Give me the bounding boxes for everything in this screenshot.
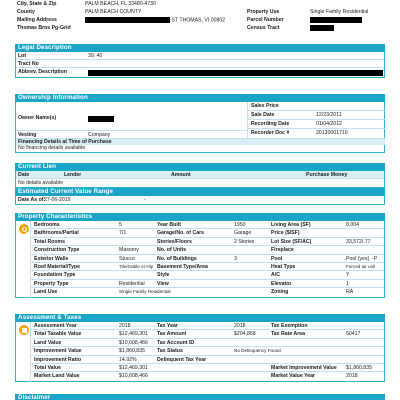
field-value: 50417	[346, 331, 361, 338]
redacted-block	[88, 70, 383, 76]
field-value: Company	[88, 132, 111, 138]
field-label: Owner Name(s)	[18, 115, 57, 121]
field-label: Heat Type	[271, 263, 296, 270]
field-value: $1,860,835	[119, 348, 145, 355]
header-label-property-use: Property Use	[247, 9, 280, 15]
header-label-mailing: Mailing Address	[17, 17, 57, 23]
redacted-block	[310, 25, 334, 31]
field-label: Delinquent Tax Year	[157, 356, 207, 363]
field-label: Tax Exemption	[271, 323, 308, 329]
table-row	[31, 221, 384, 229]
field-label: No. of Units	[157, 247, 187, 254]
field-value: No Delinquency Found	[234, 348, 281, 354]
field-value: Garage	[234, 230, 252, 237]
document-icon	[19, 325, 29, 335]
column-header: Amount	[171, 172, 191, 178]
field-value: 3	[234, 255, 237, 262]
field-value: $10,608,466	[119, 339, 148, 346]
field-label: Basement Type/Area	[157, 263, 208, 270]
section-title: Ownership Information	[15, 94, 385, 102]
table-row	[31, 238, 384, 246]
report-header	[15, 0, 385, 38]
header-label-census: Census Tract	[247, 25, 280, 31]
header-value-property-use: Single Family Residential	[310, 9, 369, 15]
field-value: RA	[346, 289, 354, 296]
field-label: Construction Type	[34, 247, 80, 254]
field-label: Sale Date	[251, 112, 275, 118]
field-label: Style	[157, 272, 170, 279]
field-value: 5	[119, 222, 122, 228]
table-row	[31, 271, 384, 279]
field-label: Tax Account ID	[157, 339, 195, 346]
section-title: Disclaimer	[15, 394, 385, 400]
field-label: Bedrooms	[34, 222, 60, 228]
field-label: Property Type	[34, 280, 69, 287]
column-header: Date	[18, 172, 30, 178]
field-value: 2018	[346, 373, 358, 380]
field-value: $12,469,301	[119, 331, 148, 338]
field-label: Total Rooms	[34, 238, 66, 245]
empty-message: No details available	[18, 180, 63, 186]
field-label: Living Area (SF)	[271, 222, 311, 228]
field-label: Total Taxable Value	[34, 331, 82, 338]
property-report	[15, 0, 385, 400]
field-value: $12,469,301	[119, 364, 148, 371]
table-row	[31, 364, 384, 372]
field-label: Price ($/SF)	[271, 230, 300, 237]
field-label: No. of Buildings	[157, 255, 197, 262]
table-row	[248, 111, 385, 120]
field-label: Market Improvement Value	[271, 364, 337, 371]
column-header: Lender	[64, 172, 82, 178]
field-label: Elevator	[271, 280, 292, 287]
table-row	[31, 372, 384, 380]
field-value: 27-06-2019	[44, 197, 71, 203]
table-row	[31, 322, 384, 330]
redacted-block	[85, 17, 170, 23]
property-characteristics-section	[15, 213, 385, 298]
field-label: A/C	[271, 272, 280, 279]
table-row	[248, 102, 385, 111]
field-value: $10,608,466	[119, 373, 148, 380]
field-value: 7/1	[119, 230, 127, 237]
table-row	[248, 120, 385, 129]
table-row	[31, 339, 384, 347]
field-value: 2018	[234, 323, 246, 329]
field-label: Market Value Year	[271, 373, 316, 380]
field-value: $1,860,835	[346, 364, 372, 371]
current-lien-section	[15, 163, 385, 188]
table-row	[31, 347, 384, 355]
field-label: Exterior Walls	[34, 255, 69, 262]
field-value: 01/04/2012	[316, 121, 342, 127]
field-label: Tax Rate Area	[271, 331, 306, 338]
table-row	[16, 60, 384, 68]
column-header: Purchase Money	[306, 172, 348, 178]
table-row	[31, 330, 384, 338]
field-value: -	[144, 197, 146, 203]
table-row	[31, 280, 384, 288]
header-label-parcel: Parcel Number	[247, 17, 284, 23]
table-row	[248, 129, 385, 138]
field-value: $204,868	[234, 331, 256, 338]
field-value: 2018	[119, 323, 131, 329]
field-value: 33,572/.77	[346, 238, 371, 245]
financing-value: No financing details available	[18, 145, 86, 151]
header-value-mailing: ST THOMAS, VI 00802	[171, 17, 226, 24]
field-value: Pool (yes) - P	[346, 255, 378, 262]
field-value: Stucco	[119, 255, 135, 262]
table-row	[31, 246, 384, 254]
field-label: Stories/Floors	[157, 238, 192, 245]
field-label: Abbrev. Description	[18, 69, 67, 75]
field-label: Roof Material/Type	[34, 263, 81, 270]
magnifier-icon	[19, 224, 29, 234]
field-label: Market Land Value	[34, 373, 80, 380]
field-label: View	[157, 280, 169, 287]
field-label: Improvement Ratio	[34, 356, 81, 363]
redacted-block	[88, 116, 114, 122]
field-label: Fireplace	[271, 247, 294, 254]
field-label: Date As of:	[18, 197, 46, 203]
field-value: 1950	[234, 222, 246, 228]
field-label: Garage/No. of Cars	[157, 230, 204, 237]
field-label: Recording Date	[251, 121, 290, 127]
section-title: Estimated Current Value Range	[15, 188, 385, 196]
section-title: Property Characteristics	[15, 213, 385, 221]
financing-header: Financing Details at Time of Purchase	[16, 138, 385, 145]
table-row	[16, 68, 384, 77]
section-title: Legal Description	[15, 44, 385, 52]
table-row	[31, 356, 384, 364]
field-label: Improvement Value	[34, 348, 82, 355]
field-label: Land Use	[34, 289, 58, 296]
header-label-city: City, State & Zip	[17, 1, 57, 7]
field-label: Bathrooms/Partial	[34, 230, 79, 237]
field-value: 2 Stories	[234, 238, 255, 245]
table-row	[16, 52, 384, 60]
field-label: Assessment Year	[34, 323, 77, 329]
field-value: 39, 40	[88, 53, 103, 59]
field-value: 14.92%	[119, 356, 137, 363]
section-title: Current Lien	[15, 163, 385, 171]
field-value: Forced air unit	[346, 263, 376, 269]
field-value: Masonry	[119, 247, 139, 254]
ownership-section	[15, 94, 385, 153]
header-label-county: County	[17, 9, 35, 15]
field-label: Tract No	[18, 61, 39, 67]
field-value: Y	[346, 272, 350, 279]
legal-description-section	[15, 44, 385, 78]
table-row	[16, 196, 384, 204]
table-row	[31, 288, 384, 296]
field-value: Tile/Gable or Hip	[119, 263, 154, 269]
field-label: Tax Status	[157, 348, 183, 355]
field-label: Year Built	[157, 222, 181, 228]
redacted-block	[310, 17, 362, 23]
assessment-taxes-section	[15, 314, 385, 382]
table-row	[31, 229, 384, 237]
header-value-city: PALM BEACH, FL 33480-4730	[85, 1, 156, 7]
field-label: Sales Price	[251, 103, 279, 109]
field-label: Pool	[271, 255, 283, 262]
field-label: Land Value	[34, 339, 62, 346]
field-value: Single Family Residential	[119, 289, 171, 295]
header-label-thomas: Thomas Bros Pg-Grid	[17, 25, 71, 31]
field-label: Total Value	[34, 364, 61, 371]
header-value-county: PALM BEACH COUNTY	[85, 9, 142, 15]
field-label: Lot	[18, 53, 27, 59]
table-row	[31, 263, 384, 271]
field-label: Zoning	[271, 289, 289, 296]
field-label: Recorder Doc #	[251, 130, 290, 136]
field-value: 1	[346, 280, 349, 287]
field-label: Tax Year	[157, 323, 178, 329]
field-value: 20120001716	[316, 130, 348, 136]
table-row	[16, 179, 384, 187]
disclaimer-section	[15, 394, 385, 400]
field-label: Lot Size (SF/AC)	[271, 238, 312, 245]
field-label: Vesting	[18, 132, 37, 138]
estimate-section	[15, 188, 385, 205]
field-value: Residential	[119, 280, 145, 287]
field-label: Foundation Type	[34, 272, 76, 279]
field-value: 8,004	[346, 222, 359, 228]
field-label: Tax Amount	[157, 331, 187, 338]
table-header-row	[16, 171, 384, 179]
section-title: Assessment & Taxes	[15, 314, 385, 322]
field-value: 12/23/2011	[316, 112, 342, 118]
table-row	[31, 255, 384, 263]
